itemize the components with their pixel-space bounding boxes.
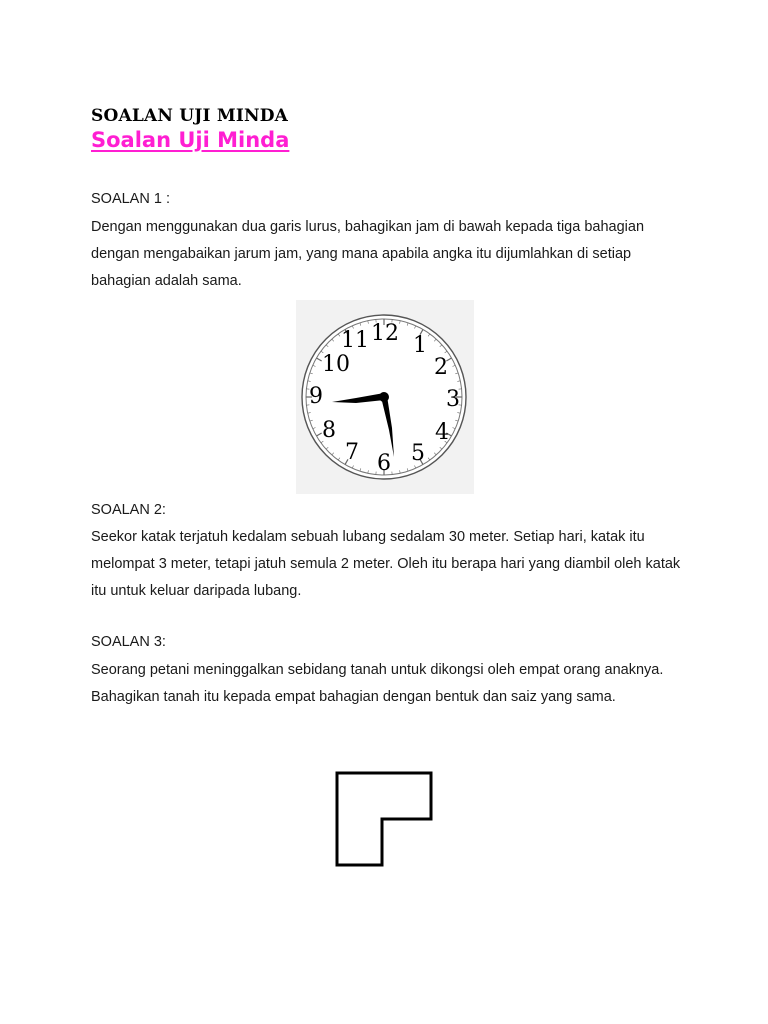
question-1-label: SOALAN 1 : (91, 191, 170, 207)
l-shape-outline (337, 773, 431, 865)
document-subtitle: Soalan Uji Minda (91, 128, 290, 152)
clock-numeral-7: 7 (345, 440, 359, 465)
clock-numeral-11: 11 (341, 328, 369, 353)
clock-illustration (296, 300, 474, 494)
clock-center-pin (379, 392, 389, 402)
clock-numeral-12: 12 (371, 321, 399, 346)
document-title: SOALAN UJI MINDA (91, 106, 289, 126)
clock-numeral-10: 10 (322, 352, 350, 377)
question-1-text: Dengan menggunakan dua garis lurus, bahagikan jam di bawah kepada tiga bahagian dengan mengabaikan jarum jam, yang mana apabila angka itu dijumlahkan di setiap bahagian adalah sama. (91, 219, 645, 289)
question-2-label: SOALAN 2: (91, 502, 166, 518)
clock-numeral-5: 5 (411, 441, 425, 466)
l-shape-land-plot (334, 770, 436, 868)
question-3-text: Seorang petani meninggalkan sebidang tanah untuk dikongsi oleh empat orang anaknya. Bahagikan tanah itu kepada empat bahagian dengan bentuk dan saiz yang sama. (91, 662, 664, 705)
clock-numeral-4: 4 (435, 420, 449, 445)
clock-numeral-8: 8 (322, 418, 336, 443)
question-2-text: Seekor katak terjatuh kedalam sebuah lubang sedalam 30 meter. Setiap hari, katak itu melompat 3 meter, tetapi jatuh semula 2 meter. Oleh itu berapa hari yang diambil oleh katak itu untuk keluar daripada lubang. (91, 529, 681, 599)
clock-numeral-1: 1 (413, 333, 427, 358)
clock-numeral-3: 3 (446, 387, 460, 412)
question-3-label: SOALAN 3: (91, 634, 166, 650)
clock-numeral-2: 2 (434, 355, 448, 380)
clock-numeral-6: 6 (377, 451, 391, 476)
clock-numeral-9: 9 (309, 384, 323, 409)
